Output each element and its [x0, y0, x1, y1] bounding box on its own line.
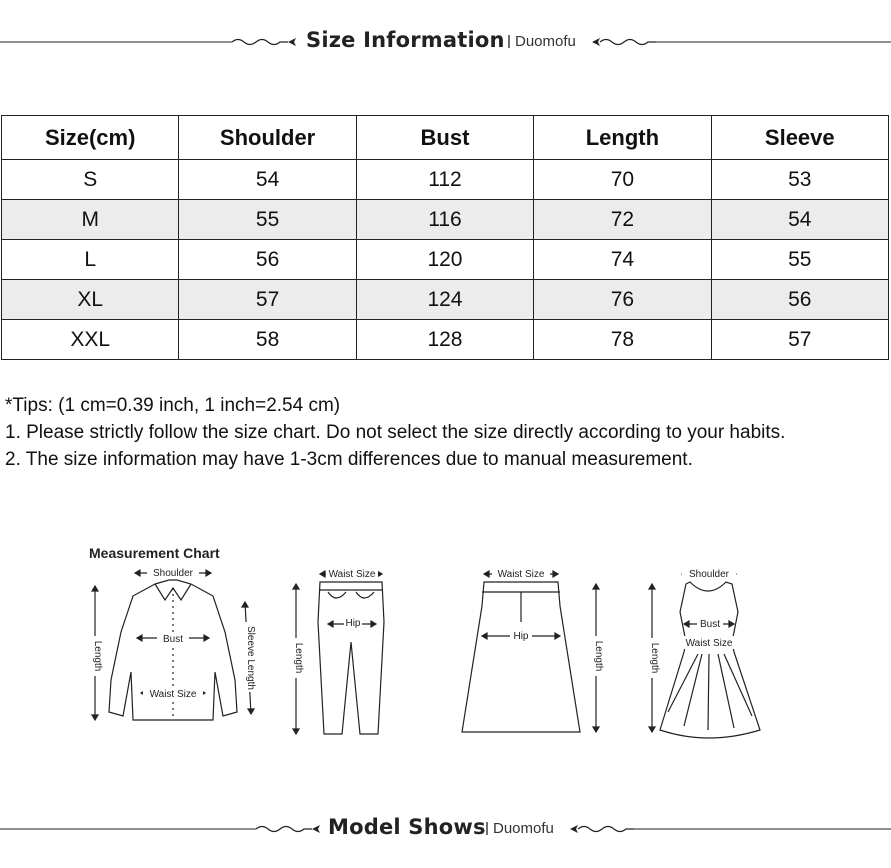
size-table: [1, 115, 889, 360]
table-cell: 57: [711, 320, 888, 360]
pants-length-label: Length: [293, 642, 304, 674]
table-cell: S: [2, 160, 179, 200]
table-cell: 57: [179, 280, 356, 320]
table-cell: 116: [356, 200, 533, 240]
table-cell: 53: [711, 160, 888, 200]
shirt-diagram: [85, 562, 265, 742]
measurement-chart-title: Measurement Chart: [89, 545, 220, 561]
header-brand: Duomofu: [515, 33, 576, 50]
table-cell: 78: [534, 320, 711, 360]
table-cell: 72: [534, 200, 711, 240]
column-header: Sleeve: [711, 116, 888, 160]
table-row: [2, 200, 889, 240]
model-shows-header: [0, 815, 891, 845]
column-header: Bust: [356, 116, 533, 160]
table-header-row: [2, 116, 889, 160]
pants-hip-label: Hip: [345, 618, 361, 629]
skirt-waist-label: Waist Size: [497, 569, 545, 580]
table-cell: 56: [179, 240, 356, 280]
tips-line: *Tips: (1 cm=0.39 inch, 1 inch=2.54 cm): [5, 395, 341, 416]
table-cell: 58: [179, 320, 356, 360]
column-header: Size(cm): [2, 116, 179, 160]
table-cell: 112: [356, 160, 533, 200]
pants-diagram: [288, 562, 398, 742]
tips-line: 1. Please strictly follow the size chart. Do not select the size directly according to your habits.: [5, 422, 786, 443]
shirt-shoulder-label: Shoulder: [152, 568, 194, 579]
skirt-hip-label: Hip: [513, 631, 529, 642]
table-cell: 55: [179, 200, 356, 240]
table-cell: XXL: [2, 320, 179, 360]
table-cell: 76: [534, 280, 711, 320]
dress-shoulder-label: Shoulder: [688, 569, 730, 580]
header-title: Model Shows: [328, 815, 486, 839]
tips-block: [5, 392, 785, 473]
pants-waist-label: Waist Size: [328, 569, 376, 580]
header-title: Size Information: [306, 28, 505, 52]
table-cell: 128: [356, 320, 533, 360]
table-cell: 55: [711, 240, 888, 280]
table-cell: 56: [711, 280, 888, 320]
header-brand: Duomofu: [493, 820, 554, 837]
table-cell: 70: [534, 160, 711, 200]
dress-waist-label: Waist Size: [685, 638, 733, 649]
skirt-length-label: Length: [593, 640, 604, 672]
table-cell: M: [2, 200, 179, 240]
table-row: [2, 320, 889, 360]
column-header: Shoulder: [179, 116, 356, 160]
table-cell: 54: [711, 200, 888, 240]
dress-bust-label: Bust: [699, 619, 721, 630]
table-row: [2, 240, 889, 280]
table-row: [2, 160, 889, 200]
dress-diagram: [638, 562, 768, 742]
table-cell: L: [2, 240, 179, 280]
shirt-length-label: Length: [92, 640, 103, 672]
tips-line: 2. The size information may have 1-3cm differences due to manual measurement.: [5, 449, 693, 470]
size-information-header: [0, 28, 891, 58]
column-header: Length: [534, 116, 711, 160]
table-cell: 54: [179, 160, 356, 200]
shirt-bust-label: Bust: [162, 634, 184, 645]
shirt-waist-label: Waist Size: [149, 689, 197, 700]
table-cell: 120: [356, 240, 533, 280]
shirt-sleeve-label: Sleeve Length: [245, 626, 256, 690]
dress-length-label: Length: [649, 642, 660, 674]
table-cell: 124: [356, 280, 533, 320]
skirt-diagram: [452, 562, 612, 742]
table-cell: 74: [534, 240, 711, 280]
table-cell: XL: [2, 280, 179, 320]
table-row: [2, 280, 889, 320]
